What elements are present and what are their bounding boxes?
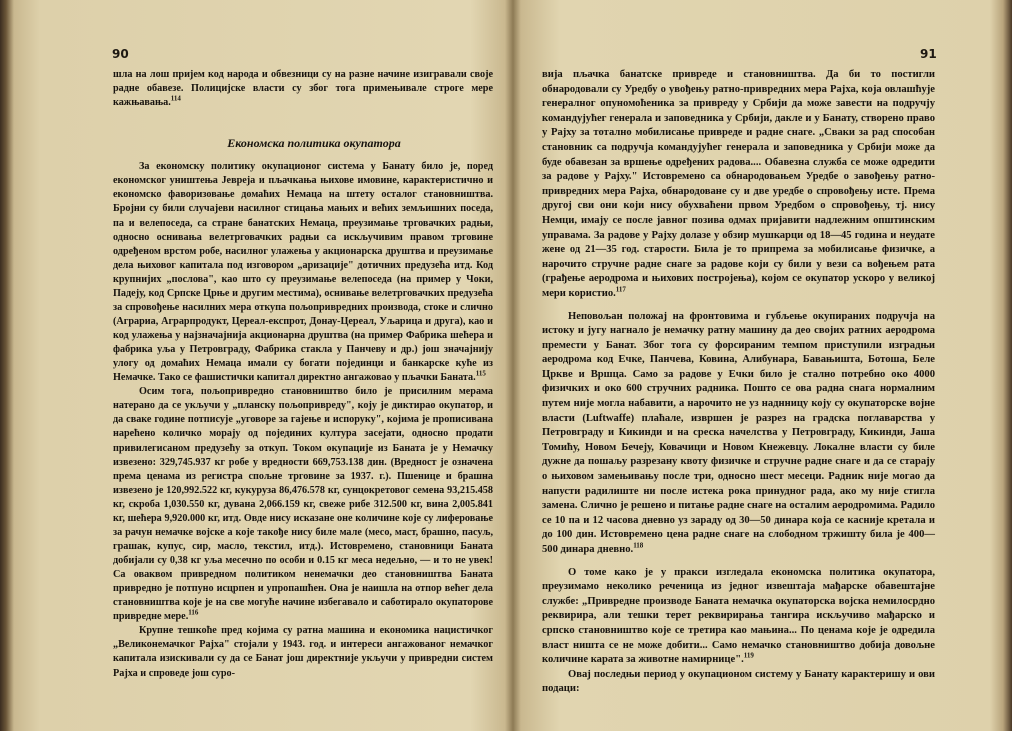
page-text [542, 68, 935, 697]
page-text [113, 68, 493, 681]
footnote-ref: 116 [188, 608, 199, 617]
footnote-ref: 114 [170, 94, 181, 103]
right-page [506, 0, 1012, 731]
footnote-ref: 119 [743, 651, 754, 660]
footnote-ref: 118 [633, 541, 644, 550]
paragraph: За економску политику окупационог система у Банату било је, поред економског уништења Јевреја и пљачкања њихове имовине, карактеристично и економско фаворизовање домаћих Немаца на штету осталог становништва. Бројни су били случајеви насилног стицања мањих и већих земљишних поседа, па и велепоседа, са стране банатских Немаца, преузимање трговачких радњи, односно оснивања велетрговачких радњи са искључивим правом трговине одређеном врстом робе, насилног улажења у акционарска друштва и преузимање дела њиховог капитала под изговором „аризације" дотичних предузећа итд. Код крупнијих „послова", као што су преузимање велепоседа (на пример у Чоки, Падеју, код Српске Црње и другим местима), оснивање велетрговачких предузећа за спровођење насилних мера откупа пољопривредних производа, стоке и слично (Аграриа, Аграрпродукт, Цереал-експрот, Донау-Цереал, Уљарица и друга), као и код улажења у најзначајнија акционарна друштва (на пример Фабрика шећера и фабрика уља у Петровграду, Фабрика стакла у Панчеву и др.) још значајнију улогу од домаћих Немаца имали су богати појединци и банкарске куће из Немачке. Тако се фашистички капитал директно ангажовао у пљачки Баната.$^{115}$ [113, 161, 493, 384]
paragraph: Крупне тешкоће пред којима су ратна машина и економика нацистичког „Великонемачког Рајха" стојали у 1943. год. и интереси ангажованог немачког капитала изискивали су да се Банат још директније укључи у привредни систем Рајха и спроведе још суро- [113, 625, 493, 679]
paragraph: Неповољан положај на фронтовима и губљење окупираних подручја на истоку и југу нагнало је немачку ратну машину да део својих ратних аеродрома премести у Банат. Због тога су форсираним темпом приступили изградњи аеродрома код Ечке, Панчева, Ковина, Алибунара, Бавањишта, Ботоша, Беле Цркве и Вршца. Само за радове у Ечки било је стално потребно око 4000 физичких и око 600 стручних радника. Пошто се ова радна снага нормалним путем није могла набавити, а нарочито не уз наднницу коју су окупаторске војне власти (Luftwaffe) плаћале, извршен је разрез на градска поглаварства у Петровграду и Кикинди и на среска начелства у Петровграду, Кикинди, Јаша Томићу, Новом Бечеју, Ковачици и Новом Кнежевцу. Локалне власти су биле дужне да пошаљу разрезану квоту физичке и стручне радне снаге и да се старају о њиховом замењивању после три, односно шест месеци. Радник није могао да напусти радилиште ни после истека рока принудног рада, ако му није стигла замена. Слично је решено и питање радне снаге на осталим аеродромима. Радило се 10 па и 12 часова дневно уз зараду од 30—50 динара која се касније кретала и до 100 дин. Истовремено цена радне снаге на слободном тржишту била је 400—500 динара дневно.$^{118}$ [542, 310, 935, 555]
paragraph: вија пљачка банатске привреде и становништва. Да би то постигли обнародовали су Уредбу о увођењу ратно-привредних мера Рајха, која овлашћује генералног опуномоћеника за привреду у Србији да може завести на подручју командујућег генерала и заповедника у Србији, дакле и у Банату, створено право у Рајху за тотално мобилисање привреде и радне снаге. „Сваки за рад способан становник са подручја командујућег генерала и заповедника у Србији може да буде обавезан за вршење одређених радова.... Обавезна служба се може одредити за радове у Рајху." Истовремено са обнародовањем Уредбе о завођењу ратно-привредних мера Рајха, обнародоване су и две уредбе о спровођењу исте. Према другој сви они који нису обухваћени првом Уредбом о спровођењу, тј. нису Немци, имају се после јавног позива одмах пријавити надлежним општинским управама. За радове у Рајху долазе у обзир мушкарци од 18—45 година и неудате жене од 21—35 год. старости. Била је то припрема за мобилисање физичке, а нарочито стручне радне снаге за радове који су били у вези са вођењем рата (грађење аеродрома и њихових постројења), којом се окупатор ускоро у великој мери користио.$^{117}$ [542, 69, 935, 299]
paragraph: Овај последњи период у окупационом систему у Банату карактеришу и ови подаци: [542, 668, 935, 695]
page-number: 91 [920, 47, 937, 61]
paragraph: шла на лош пријем код народа и обвезници су на разне начине изигравали своје радне обавезе. Полицијске власти су због тога примењивале строге мере кажњавања.$^{114}$ [113, 69, 493, 109]
footnote-ref: 117 [615, 285, 626, 294]
section-heading: Економска политика окупатора [227, 136, 401, 151]
paragraph: О томе како је у пракси изгледала економска политика окупатора, преузимамо неколико реченица из једног извештаја мађарске обавештајне службе: „Привредне производе Баната немачка окупаторска војска немилосрдно реквирира, али тешки терет реквирирања тангира искључиво мађарско и српско становништво које се третира као мањина... По ценама које је одредила власт ништа се не може добити... Само немачко становништво добија довољне количине карата за животне намирнице".$^{119}$ [542, 566, 935, 666]
paragraph: Осим тога, пољопривредно становништво било је присилним мерама натерано да се укључи у „планску пољопривреду", коју је диктирао окупатор, и да сваке године потписује „уговоре за гајење и испоруку", којима је прописивана нарећено количко морају од појединих култура засејати, односно продати привилегисаном предузећу за откуп. Током окупације из Баната је у Немачку извезено: 329,745.937 кг робе у вредности 669,753.138 дин. (Вредност је означена према ценама из регистра спољне трговине за 1937. г.). Пшенице и брашна извезено је 120,992.522 кг, кукуруза 86,476.578 кг, сунцокретовог семена 93,215.458 кг, скроба 1,030.550 кг, дувана 2,066.159 кг, свеже рибе 312.500 кг, вина 2,005.841 кг, шећера 9,920.000 кг, итд. Овде нису исказане оне количине које су лиферовање за рачун немачке војске а које такође нису биле мале (месо, маст, брашно, пасуљ, грашак, купус, сир, масло, текстил, итд.). Истовремено, становници Баната добијали су 0,38 кг уља месечно по особи и 0.15 кг меса недељно, — и то не увек! Са оваквом привредном политиком ненемачки део становништва Баната привредно је потпуно исцрпен и упропашћен. Она је наишла на отпор већег дела становништва које је на све могуће начине избегавало и саботирало окупаторове привредне мере.$^{116}$ [113, 386, 493, 623]
page-number: 90 [112, 47, 129, 61]
footnote-ref: 115 [475, 369, 486, 378]
